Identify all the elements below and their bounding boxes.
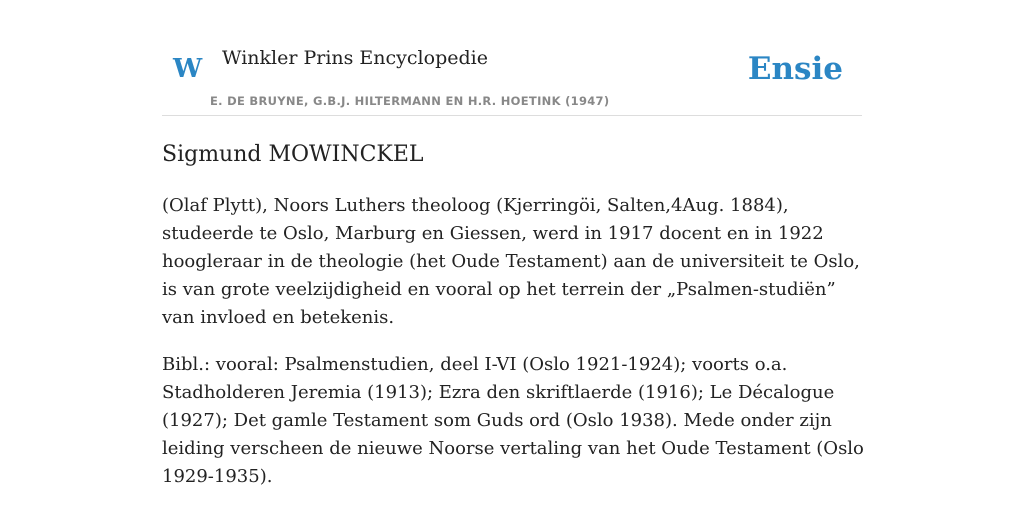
ensie-logo[interactable]: Ensie <box>747 51 843 87</box>
page-container <box>162 40 864 487</box>
article-bibliography: Bibl.: vooral: Psalmenstudien, deel I-VI (Oslo 1921-1924); voorts o.a. Stadholderen Jeremia (1913); Ezra den skriftlaerde (1916); Le Décalogue (1927); Det gamle Testament som Guds ord (Oslo 1938). Mede onder zijn leiding verscheen de nieuwe Noorse vertaling van het Oude Testament (Oslo 1929-1935). <box>162 354 864 487</box>
article-paragraph: (Olaf Plytt), Noors Luthers theoloog (Kjerringöi, Salten,4Aug. 1884), studeerde te Oslo, Marburg en Giessen, werd in 1917 docent en in 1922 hoogleraar in de theologie (het Oude Testament) aan de universiteit te Oslo, is van grote veelzijdigheid en vooral op het terrein der „Psalmen-studiën” van invloed en betekenis. <box>162 195 860 328</box>
source-title[interactable]: Winkler Prins Encyclopedie <box>222 47 488 69</box>
article-body <box>162 192 867 510</box>
source-header <box>162 40 862 116</box>
source-authors: E. DE BRUYNE, G.B.J. HILTERMANN EN H.R. HOETINK (1947) <box>210 94 610 108</box>
article-title: Sigmund MOWINCKEL <box>162 142 424 167</box>
winkler-prins-logo[interactable]: W <box>173 54 203 84</box>
